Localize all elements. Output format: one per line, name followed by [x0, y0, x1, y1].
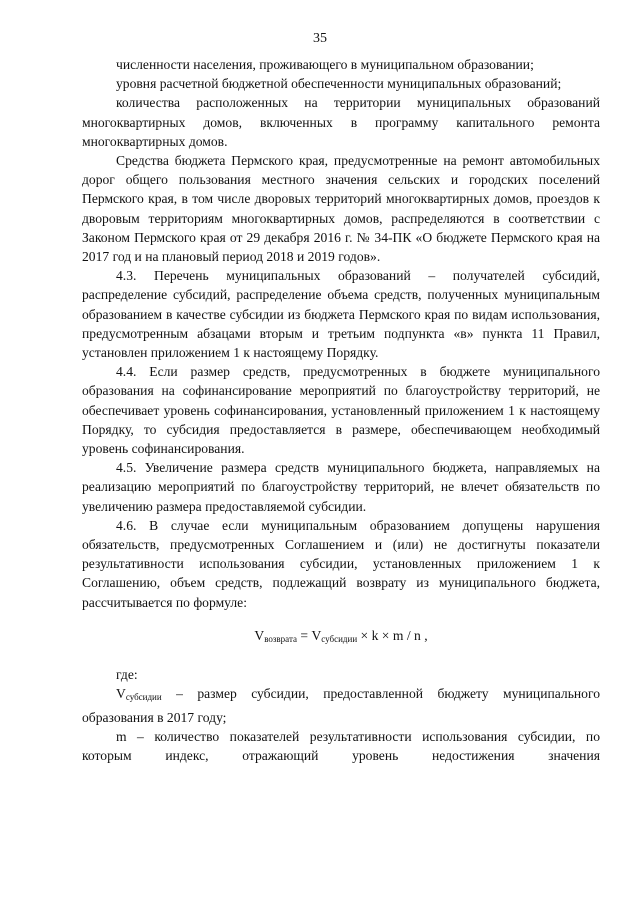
paragraph-road-funds: Средства бюджета Пермского края, предусмотренные на ремонт автомобильных дорог общего пользования местного значения сельских и городских поселений Пермского края, в том числе дворовых территорий многоквартирных домов, проездов к дворовым территориям многоквартирных домов, распределяются в соответствии с Законом Пермского края от 29 декабря 2016 г. № 34-ПК «О бюджете Пермского края на 2017 год и на плановый период 2018 и 2019 годов». [82, 153, 600, 265]
formula: $V_{возврата} = V_{субсидии} \times k \times m / n$ , [254, 627, 428, 644]
paragraph-apartment-count: количества расположенных на территории муниципальных образований многоквартирных домов, включенных в программу капитального ремонта многоквартирных домов. [82, 95, 600, 149]
paragraph-4-6: 4.6. В случае если муниципальным образованием допущены нарушения обязательств, предусмотренных Соглашением и (или) не достигнуты показатели результативности использования субсидии, установленных приложением 1 к Соглашению, объем средств, подлежащий возврату из муниципального бюджета, рассчитывается по формуле: [82, 517, 600, 610]
def-symbol: V [116, 686, 126, 702]
where-label: где: [116, 667, 138, 683]
definition-v-subsidy [82, 684, 600, 726]
formula-rhs-sub: субсидии [321, 633, 358, 644]
document-body [82, 55, 600, 765]
formula-rest: × k × m / n , [360, 627, 428, 643]
formula-rhs-v: V [311, 627, 322, 643]
paragraph-4-4: 4.4. Если размер средств, предусмотренных в бюджете муниципального образования на софинансирование мероприятий по благоустройству территорий, не обеспечивает уровень софинансирования, установленный приложением 1 к настоящему Порядку, то субсидия предоставляется в размере, обеспечивающем необходимый уровень софинансирования. [82, 364, 600, 457]
paragraph-budget-level: уровня расчетной бюджетной обеспеченности муниципальных образований; [116, 76, 562, 92]
paragraph-population: численности населения, проживающего в муниципальном образовании; [116, 57, 534, 72]
paragraph-4-5: 4.5. Увеличение размера средств муниципального бюджета, направляемых на реализацию мероприятий по благоустройству территорий, не влечет обязательств по увеличению размера предоставляемой субсидии. [82, 460, 600, 514]
formula-lhs: V [254, 627, 265, 643]
def-symbol-sub: субсидии [125, 692, 162, 703]
page-number: 35 [313, 31, 327, 46]
definition-m: m – количество показателей результативности использования субсидии, по которым индекс, отражающий уровень недостижения значения [82, 728, 600, 763]
paragraph-4-3: 4.3. Перечень муниципальных образований – получателей субсидий, распределение субсидий, распределение объема средств, полученных муниципальным образованием в качестве субсидии из бюджета Пермского края по видам использования, предусмотренным абзацами вторым и третьим подпункта «в» пункта 11 Правил, установлен приложением 1 к настоящему Порядку. [82, 268, 600, 361]
def-text: – размер субсидии, предоставленной бюджету муниципального образования в 2017 году; [82, 686, 600, 725]
formula-lhs-sub: возврата [264, 633, 297, 644]
